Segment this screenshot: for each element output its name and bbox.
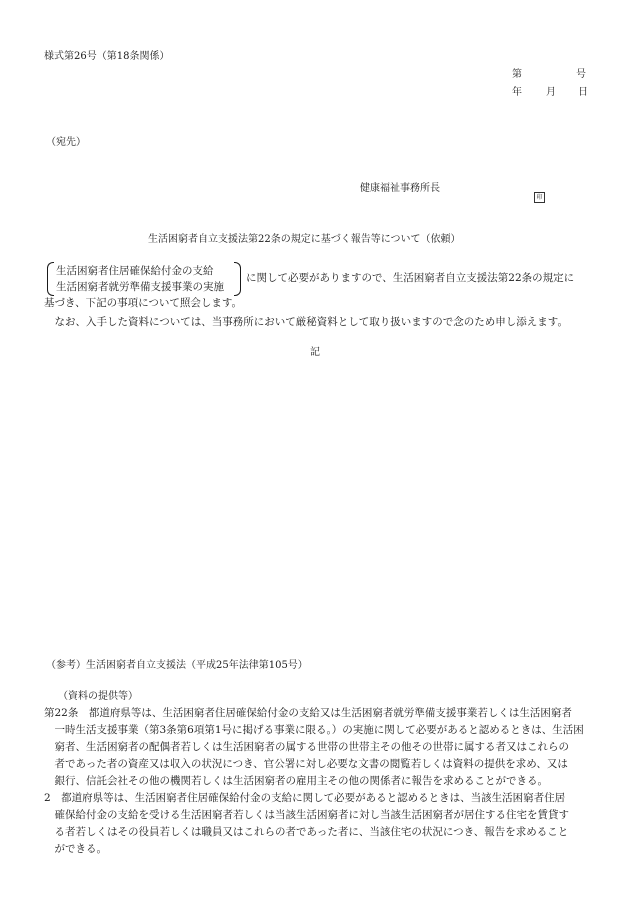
- addressee-label: （宛先）: [46, 137, 86, 148]
- brace-option-2: 生活困窮者就労準備支援事業の実施: [56, 281, 224, 293]
- article-caption: （資料の提供等）: [58, 691, 138, 702]
- date-month: 月: [546, 87, 556, 98]
- sender-title: 健康福祉事務所長: [360, 183, 440, 194]
- article-22-line: 一時生活支援事業（第3条第6項第1号に掲げる事業に限る。）の実施に関して必要があると認めるときは、生活困: [44, 724, 584, 736]
- article-22-2-line: ができる。: [44, 843, 107, 855]
- left-brace-icon: [47, 262, 54, 296]
- right-brace-icon: [234, 262, 241, 296]
- article-22-2-line: 確保給付金の支給を受ける生活困窮者若しくは当該生活困窮者に対し当該生活困窮者が居住する住宅を賃貸す: [44, 809, 569, 821]
- article-22-line: 者であった者の資産又は収入の状況につき、官公署に対し必要な文書の閲覧若しくは資料の提供を求め、又は: [44, 758, 568, 770]
- seal-mark: [534, 184, 545, 203]
- date-year: 年: [512, 87, 522, 98]
- article-22-paragraph-2: [44, 790, 594, 858]
- form-number-label: 様式第26号（第18条関係）: [44, 51, 170, 62]
- article-22: [44, 705, 594, 790]
- article-22-line: 第22条 都道府県等は、生活困窮者住居確保給付金の支給又は生活困窮者就労準備支援事業若しくは生活困窮者: [44, 707, 572, 719]
- body-line-3: なお、入手した資料については、当事務所において厳秘資料として取り扱いますので念のため申し添えます。: [44, 316, 568, 328]
- subject-title: 生活困窮者自立支援法第22条の規定に基づく報告等について（依頼）: [148, 234, 461, 245]
- reference-heading: （参考）生活困窮者自立支援法（平成25年法律第105号）: [46, 660, 308, 671]
- purpose-brace: [47, 262, 241, 296]
- article-22-line: 銀行、信託会社その他の機関若しくは生活困窮者の雇用主その他の関係者に報告を求めることができる。: [44, 775, 548, 787]
- date-day: 日: [578, 87, 588, 98]
- article-22-line: 窮者、生活困窮者の配偶者若しくは生活困窮者の属する世帯の世帯主その他その世帯に属する者又はこれらの: [44, 741, 569, 753]
- body-line-2: 基づき、下記の事項について照会します。: [44, 297, 243, 309]
- body-line-1: に関して必要がありますので、生活困窮者自立支援法第22条の規定に: [246, 272, 575, 284]
- article-22-2-line: る者若しくはその役員若しくは職員又はこれらの者であった者に、当該住宅の状況につき、報告を求めること: [44, 826, 569, 838]
- brace-option-1: 生活困窮者住居確保給付金の支給: [56, 265, 214, 277]
- seal-icon: 印: [534, 192, 545, 203]
- article-22-2-line: 2 都道府県等は、生活困窮者住居確保給付金の支給に関して必要があると認めるときは、当該生活困窮者住居: [44, 792, 566, 804]
- ki-heading: 記: [310, 347, 320, 358]
- document-number-prefix: 第: [512, 69, 522, 80]
- document-number-suffix: 号: [576, 69, 586, 80]
